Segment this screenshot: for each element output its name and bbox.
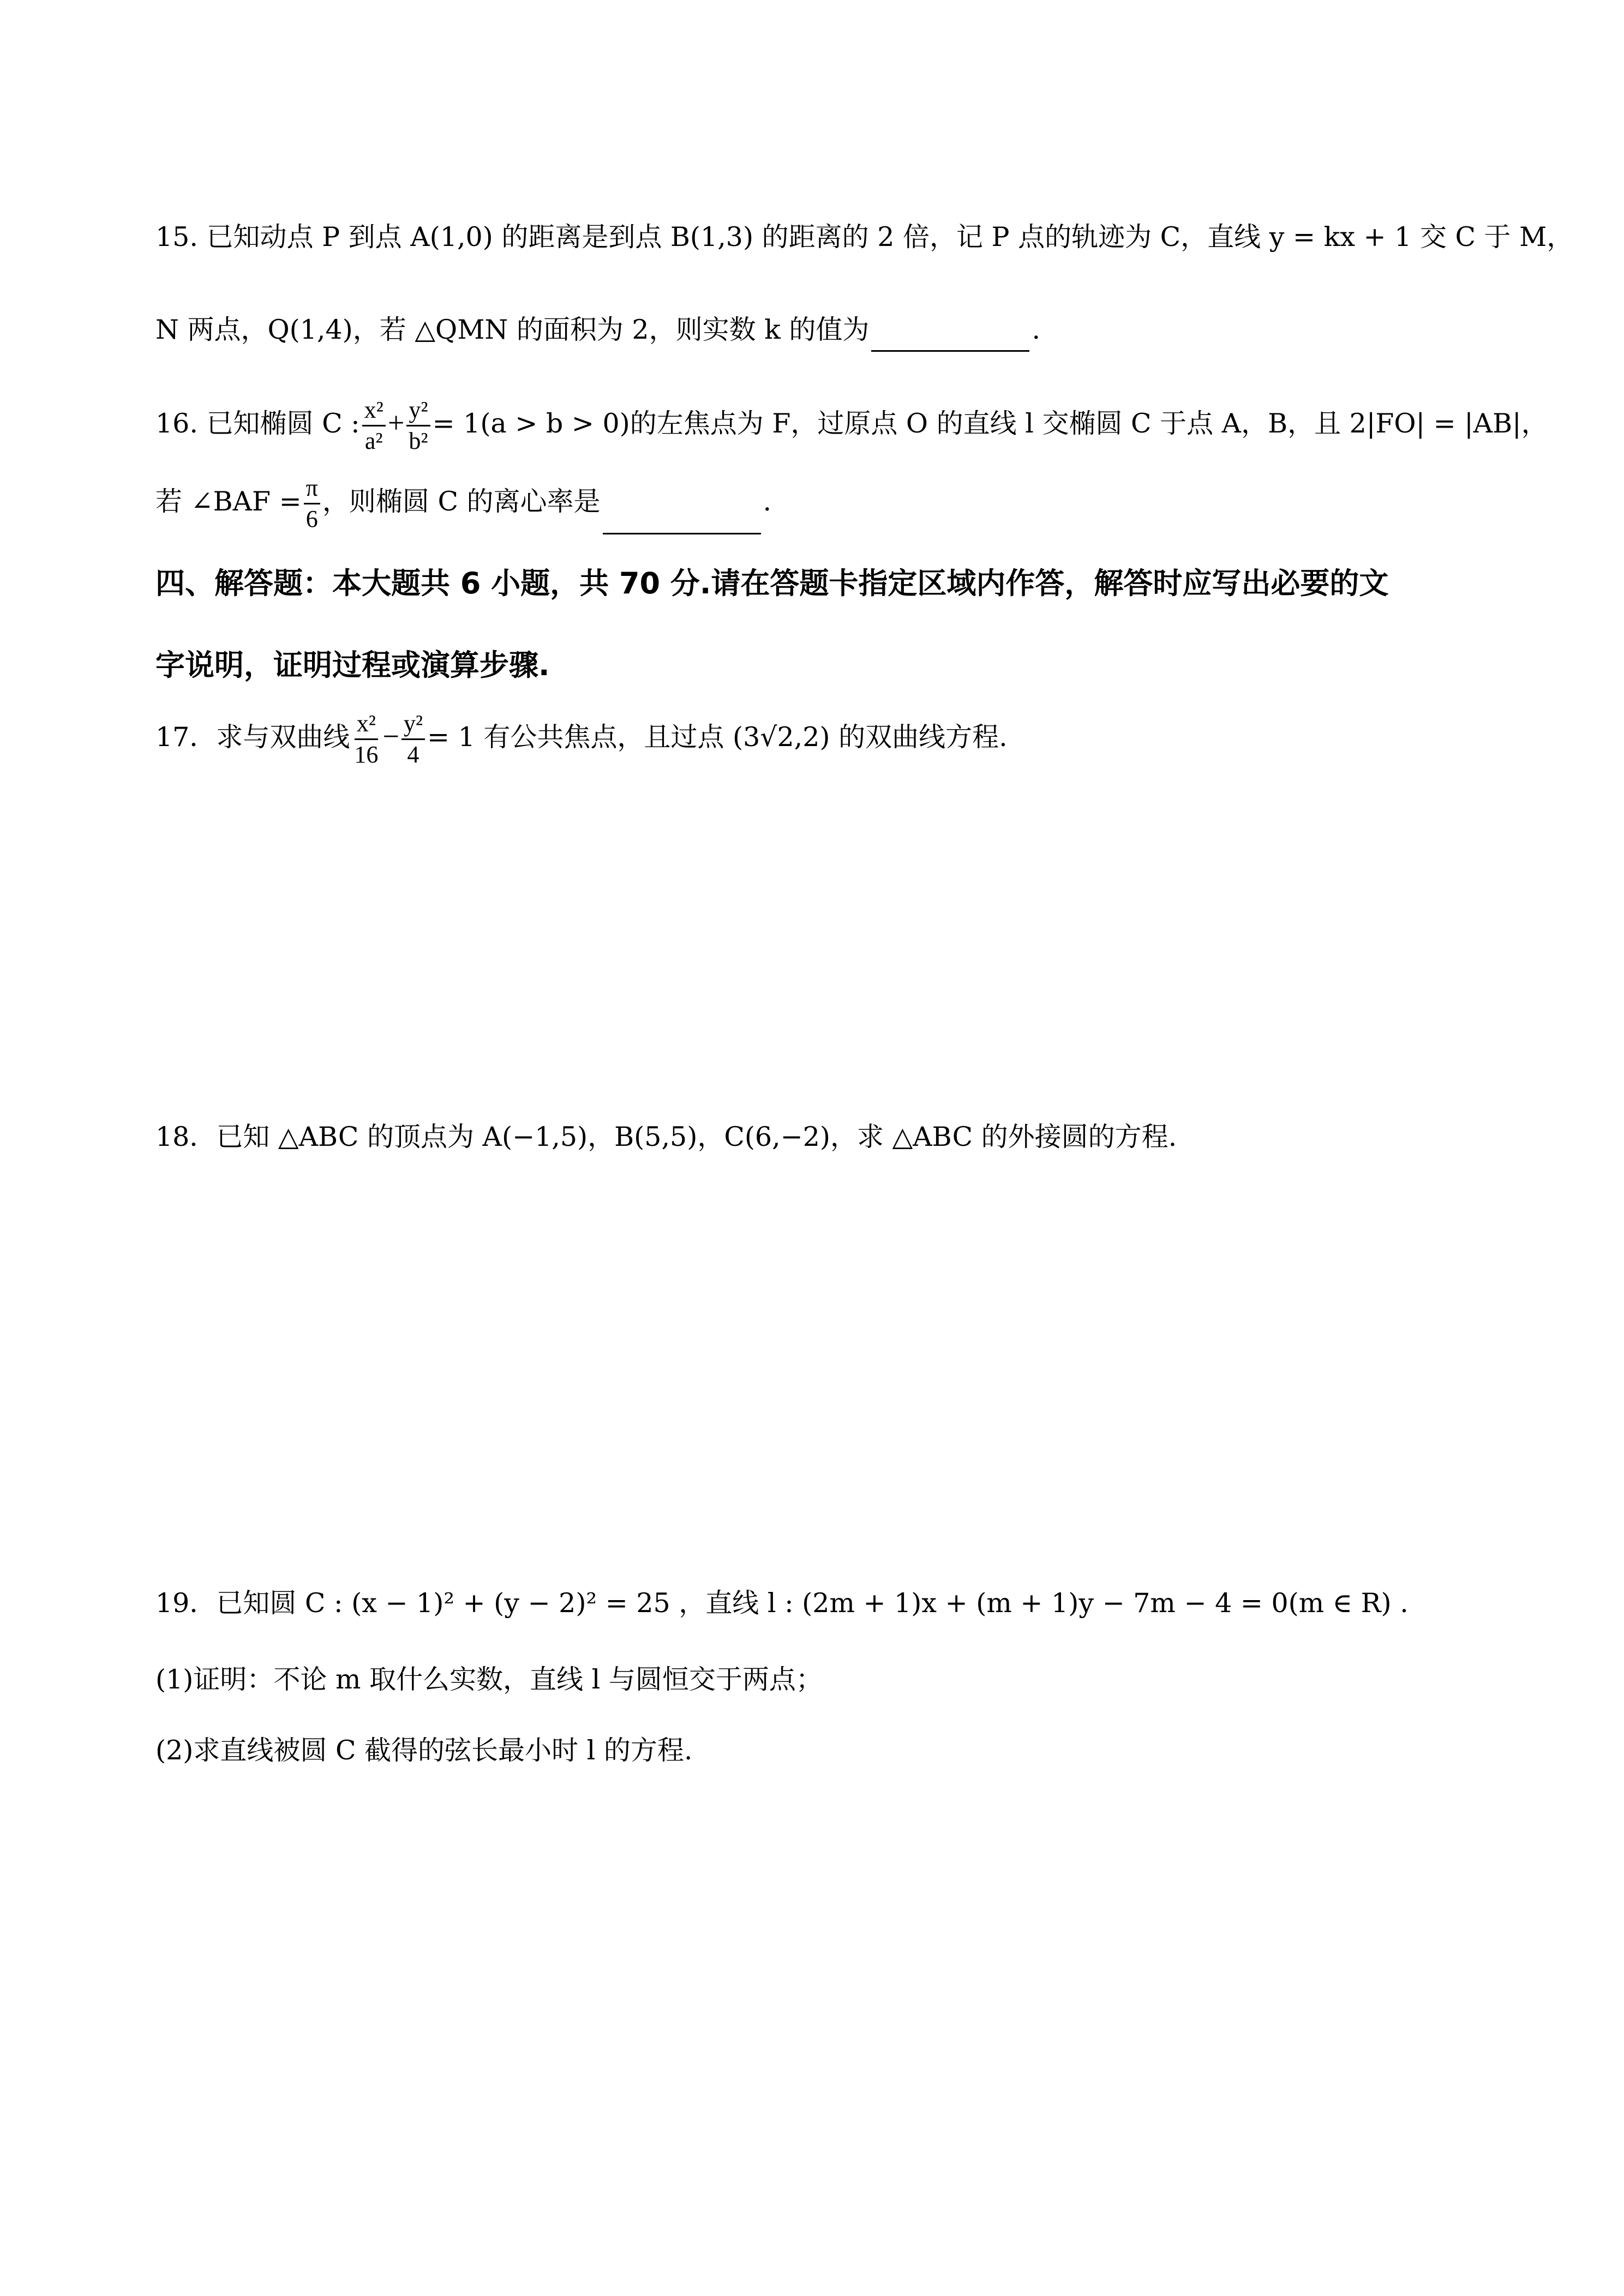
problem-16-line-2: 若 ∠BAF = $\frac{\pi}{6}$ ，则椭圆 C 的离心率是 . bbox=[155, 469, 1469, 534]
problem-16-tail: = 1(a > b > 0)的左焦点为 F，过原点 O 的直线 l 交椭圆 C 于点 A，B，且 2|FO| = |AB|， bbox=[432, 408, 1548, 439]
answer-blank-16[interactable] bbox=[603, 506, 761, 534]
section-heading-line-2: 字说明，证明过程或演算步骤. bbox=[155, 648, 550, 682]
problem-15-line-2: N 两点，Q(1,4)，若 △QMN 的面积为 2，则实数 k 的值为 . bbox=[155, 308, 1469, 352]
problem-15-text: 15. 已知动点 P 到点 A(1,0) 的距离是到点 B(1,3) 的距离的 2 倍，记 P 点的轨迹为 C，直线 y = kx + 1 交 C 于 M， bbox=[155, 221, 1574, 253]
fraction-x2-a2: $\frac{\text{x²}}{\text{a²}}$ bbox=[362, 395, 386, 456]
section-heading: 四、解答题：本大题共 6 小题，共 70 分.请在答题卡指定区域内作答，解答时应写出必要的文 bbox=[155, 566, 1389, 600]
problem-19-part-2: (2)求直线被圆 C 截得的弦长最小时 l 的方程. bbox=[155, 1735, 693, 1766]
problem-17: 17．求与双曲线 $\frac{\text{x²}}{16}$ − $\frac{\text{y²}}{4}$ = 1 有公共焦点，且过点 (3√2,2) 的双曲线方程. bbox=[155, 704, 1469, 770]
answer-blank-15[interactable] bbox=[871, 323, 1029, 352]
fraction-y2-b2: $\frac{\text{y²}}{\text{b²}}$ bbox=[406, 395, 430, 456]
problem-16-lead: 16. 已知椭圆 C : bbox=[155, 408, 360, 439]
problem-15-text-2: N 两点，Q(1,4)，若 △QMN 的面积为 2，则实数 k 的值为 bbox=[155, 314, 870, 345]
fraction-x2-16: $\frac{\text{x²}}{16}$ bbox=[354, 710, 379, 768]
problem-16-line-1: 16. 已知椭圆 C : $\frac{\text{x²}}{\text{a²}}$ + $\frac{\text{y²}}{\text{b²}}$ = 1(a > b > 0)的左焦点为 F，过原点 O 的直线 l 交椭圆 C 于点 A，B，且 2|FO| = |AB|， bbox=[155, 390, 1469, 456]
problem-15-line-1 bbox=[155, 215, 1574, 259]
problem-18: 18．已知 △ABC 的顶点为 A(−1,5)，B(5,5)，C(6,−2)，求 △ABC 的外接圆的方程. bbox=[155, 1121, 1177, 1152]
problem-19: 19．已知圆 C : (x − 1)² + (y − 2)² = 25 ，直线 l : (2m + 1)x + (m + 1)y − 7m − 4 = 0(m ∈ R) . bbox=[155, 1588, 1409, 1619]
fraction-pi-6: $\frac{\pi}{6}$ bbox=[304, 473, 320, 534]
fraction-y2-4: $\frac{\text{y²}}{4}$ bbox=[401, 709, 425, 770]
problem-19-part-1: (1)证明：不论 m 取什么实数，直线 l 与圆恒交于两点； bbox=[155, 1664, 823, 1695]
